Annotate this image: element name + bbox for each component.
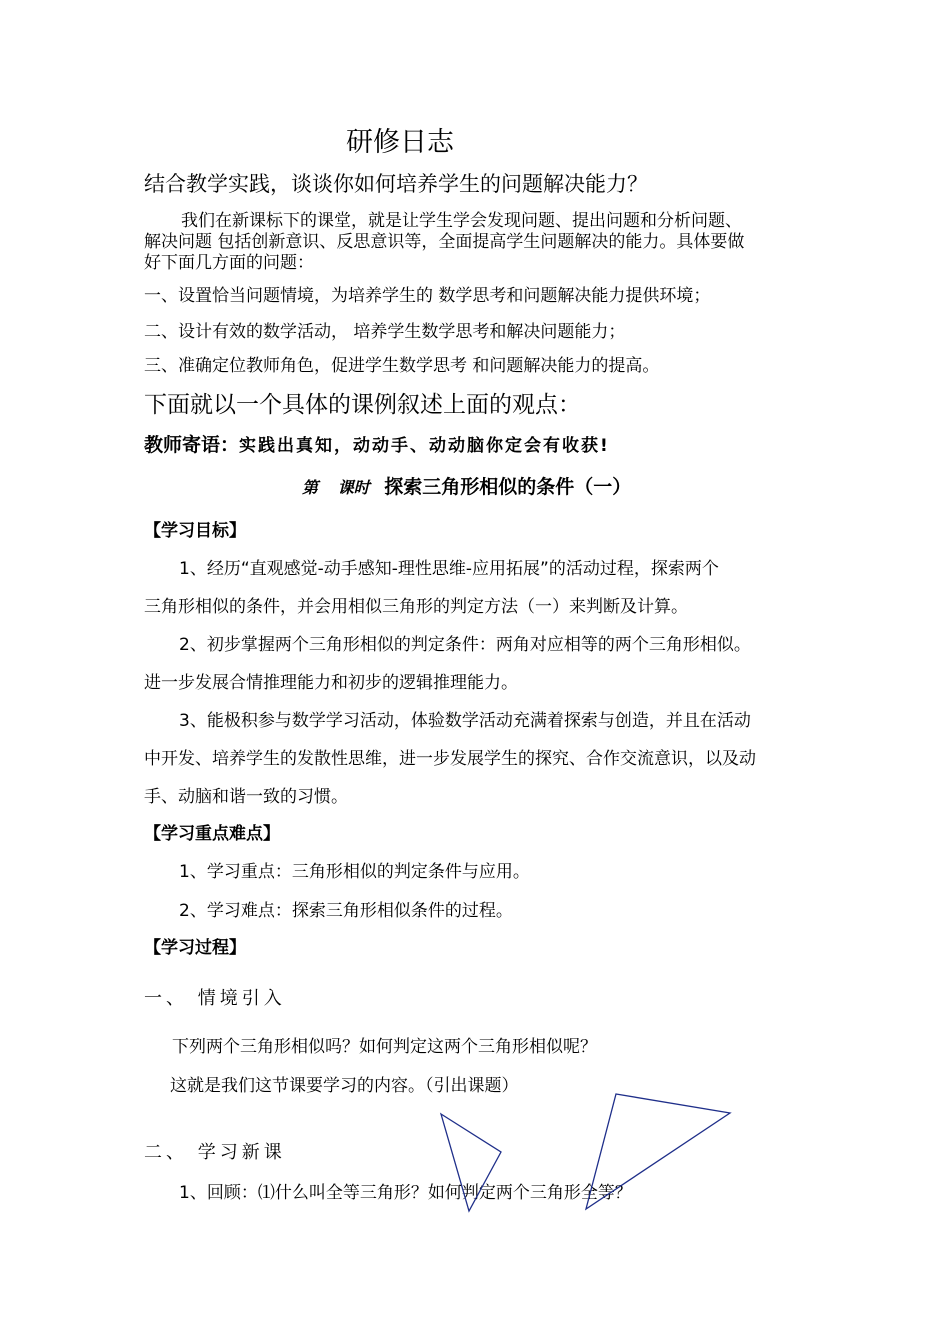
key-point-line: 2、学习难点：探索三角形相似条件的过程。	[179, 901, 513, 921]
point-1: 一、设置恰当问题情境，为培养学生的 数学思考和问题解决能力提供环境；	[144, 286, 711, 306]
question-heading: 结合教学实践，谈谈你如何培养学生的问题解决能力？	[144, 172, 648, 196]
lesson-prefix: 第 课时	[302, 478, 370, 497]
process-heading: 【学习过程】	[144, 938, 246, 958]
example-heading: 下面就以一个具体的课例叙述上面的观点：	[144, 392, 581, 418]
objective-line: 2、初步掌握两个三角形相似的判定条件：两角对应相等的两个三角形相似。	[179, 635, 751, 655]
section-2-heading: 二、 学习新课	[144, 1142, 286, 1163]
lesson-name: 探索三角形相似的条件（一）	[384, 476, 632, 498]
page-title: 研修日志	[346, 127, 454, 158]
point-3: 三、准确定位教师角色，促进学生数学思考 和问题解决能力的提高。	[144, 356, 660, 376]
objectives-heading: 【学习目标】	[144, 521, 246, 541]
section-1-heading: 一、 情境引入	[144, 988, 286, 1009]
objective-line: 手、动脑和谐一致的习惯。	[144, 787, 348, 807]
point-2: 二、设计有效的数学活动， 培养学生数学思考和解决问题能力；	[144, 322, 626, 342]
review-line: 1、回顾：⑴什么叫全等三角形？如何判定两个三角形全等？	[179, 1183, 632, 1203]
objective-line: 3、能极积参与数学学习活动，体验数学活动充满着探索与创造，并且在活动	[179, 711, 751, 731]
motto-text: 实践出真知，动动手、动动脑你定会有收获!	[239, 436, 610, 456]
key-points-heading: 【学习重点难点】	[144, 824, 280, 844]
question-line-2: 这就是我们这节课要学习的内容。（引出课题）	[170, 1076, 519, 1096]
key-point-line: 1、学习重点：三角形相似的判定条件与应用。	[179, 862, 530, 882]
objective-line: 进一步发展合情推理能力和初步的逻辑推理能力。	[144, 673, 518, 693]
question-line-1: 下列两个三角形相似吗？如何判定这两个三角形相似呢？	[172, 1037, 597, 1057]
objective-line: 中开发、培养学生的发散性思维，进一步发展学生的探究、合作交流意识，以及动	[144, 749, 756, 769]
objective-line: 三角形相似的条件，并会用相似三角形的判定方法（一）来判断及计算。	[144, 597, 688, 617]
small-triangle	[441, 1114, 501, 1211]
intro-line-2: 解决问题 包括创新意识、反思意识等，全面提高学生问题解决的能力。具体要做	[144, 232, 745, 252]
intro-line-1: 我们在新课标下的课堂，就是让学生学会发现问题、提出问题和分析问题、	[181, 211, 742, 231]
motto-label: 教师寄语：	[144, 434, 240, 456]
intro-line-3: 好下面几方面的问题：	[144, 253, 314, 273]
large-triangle	[586, 1094, 730, 1209]
objective-line: 1、经历“直观感觉-动手感知-理性思维-应用拓展”的活动过程，探索两个	[179, 559, 719, 579]
